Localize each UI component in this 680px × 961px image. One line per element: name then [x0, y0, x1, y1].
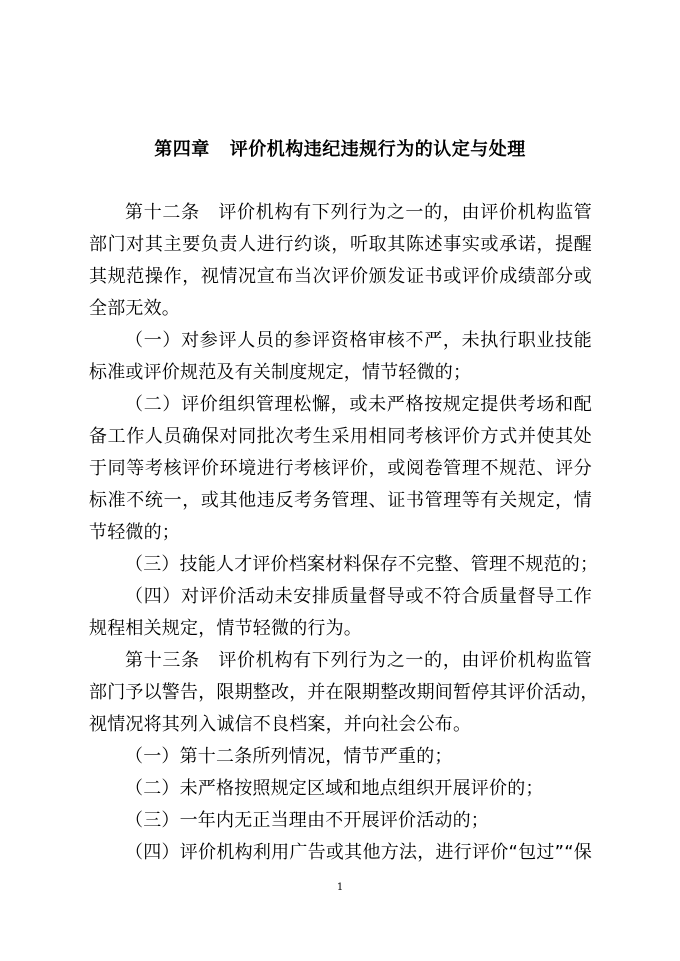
article-13-line-2: 部门予以警告，限期整改，并在限期整改期间暂停其评价活动，: [89, 682, 599, 703]
article-13-line-1: [125, 648, 592, 674]
article-12-item-2-line-5: 节轻微的；: [89, 522, 180, 543]
chapter-heading: 评价机构违纪违规行为的认定与处理: [229, 139, 526, 160]
article-12-line-3: 其规范操作，视情况宣布当次评价颁发证书或评价成绩部分或: [89, 266, 592, 287]
chapter-number: 第四章: [154, 139, 210, 160]
article-12-item-2-line-3: 于同等考核评价环境进行考核评价，或阅卷管理不规范、评分: [89, 458, 592, 479]
article-12-item-1-line-2: 标准或评价规范及有关制度规定，情节轻微的；: [89, 362, 472, 383]
article-13-line-3: 视情况将其列入诚信不良档案，并向社会公布。: [89, 714, 472, 735]
article-12-item-3-line-1: （三）技能人才评价档案材料保存不完整、管理不规范的；: [125, 554, 599, 575]
article-12-number: 第十二条: [125, 202, 200, 223]
article-12-item-2-line-4: 标准不统一，或其他违反考务管理、证书管理等有关规定，情: [89, 490, 592, 511]
article-13-item-3: （三）一年内无正当理由不开展评价活动的；: [125, 810, 489, 831]
article-12-line-4: 全部无效。: [89, 298, 180, 319]
article-12-text-1: 评价机构有下列行为之一的，由评价机构监管: [217, 202, 592, 223]
chapter-title: [0, 137, 680, 163]
article-12-line-2: 部门对其主要负责人进行约谈，听取其陈述事实或承诺，提醒: [89, 234, 592, 255]
article-13-item-2: （二）未严格按照规定区域和地点组织开展评价的；: [125, 778, 544, 799]
article-12-item-4-line-1: （四）对评价活动未安排质量督导或不符合质量督导工作: [125, 586, 592, 607]
article-13-item-1: （一）第十二条所列情况，情节严重的；: [125, 746, 453, 767]
article-12-item-2-line-2: 备工作人员确保对同批次考生采用相同考核评价方式并使其处: [89, 426, 592, 447]
article-13-text-1: 评价机构有下列行为之一的，由评价机构监管: [217, 650, 592, 671]
page-number: 1: [336, 882, 344, 893]
article-12-line-1: [125, 200, 592, 226]
article-13-number: 第十三条: [125, 650, 200, 671]
article-12-item-2-line-1: （二）评价组织管理松懈，或未严格按规定提供考场和配: [125, 394, 592, 415]
article-12-item-1-line-1: （一）对参评人员的参评资格审核不严，未执行职业技能: [125, 330, 592, 351]
article-12-item-4-line-2: 规程相关规定，情节轻微的行为。: [89, 618, 362, 639]
article-13-item-4: （四）评价机构利用广告或其他方法，进行评价“包过”“保: [125, 842, 592, 863]
